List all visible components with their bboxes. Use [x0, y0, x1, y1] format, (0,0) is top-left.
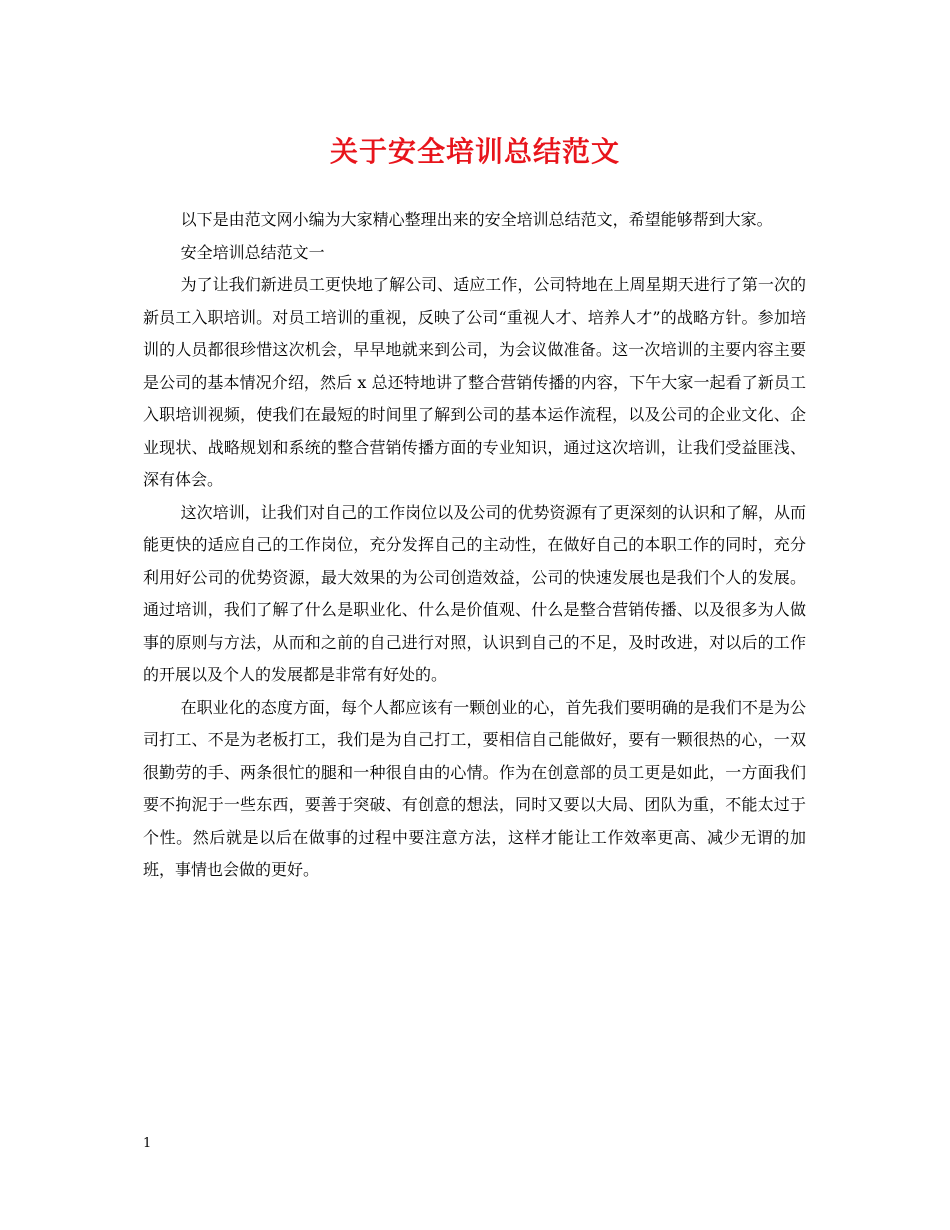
- document-title: 关于安全培训总结范文: [329, 135, 620, 168]
- paragraph: 为了让我们新进员工更快地了解公司、适应工作，公司特地在上周星期天进行了第一次的新员工入职培训。对员工培训的重视，反映了公司“重视人才、培养人才”的战略方针。参加培训的人员都很珍惜这次机会，早早地就来到公司，为会议做准备。这一次培训的主要内容主要是公司的基本情况介绍，然后 x 总还特地讲了整合营销传播的内容，下午大家一起看了新员工入职培训视频，使我们在最短的时间里了解到公司的基本运作流程，以及公司的企业文化、企业现状、战略规划和系统的整合营销传播方面的专业知识，通过这次培训，让我们受益匪浅、深有体会。: [143, 275, 806, 489]
- section-heading: 安全培训总结范文一: [180, 242, 325, 262]
- paragraph: 这次培训，让我们对自己的工作岗位以及公司的优势资源有了更深刻的认识和了解，从而能更快的适应自己的工作岗位，充分发挥自己的主动性，在做好自己的本职工作的同时，充分利用好公司的优势资源，最大效果的为公司创造效益，公司的快速发展也是我们个人的发展。通过培训，我们了解了什么是职业化、什么是价值观、什么是整合营销传播、以及很多为人做事的原则与方法，从而和之前的自己进行对照，认识到自己的不足，及时改进，对以后的工作的开展以及个人的发展都是非常有好处的。: [143, 502, 806, 684]
- page-number: 1: [143, 1136, 152, 1151]
- paragraph: 在职业化的态度方面，每个人都应该有一颗创业的心，首先我们要明确的是我们不是为公司打工、不是为老板打工，我们是为自己打工，要相信自己能做好，要有一颗很热的心，一双很勤劳的手、两条很忙的腿和一种很自由的心情。作为在创意部的员工更是如此，一方面我们要不拘泥于一些东西，要善于突破、有创意的想法，同时又要以大局、团队为重，不能太过于个性。然后就是以后在做事的过程中要注意方法，这样才能让工作效率更高、减少无谓的加班，事情也会做的更好。: [143, 697, 806, 879]
- paragraph-intro: 以下是由范文网小编为大家精心整理出来的安全培训总结范文，希望能够帮到大家。: [180, 210, 773, 229]
- document-body: [143, 204, 806, 887]
